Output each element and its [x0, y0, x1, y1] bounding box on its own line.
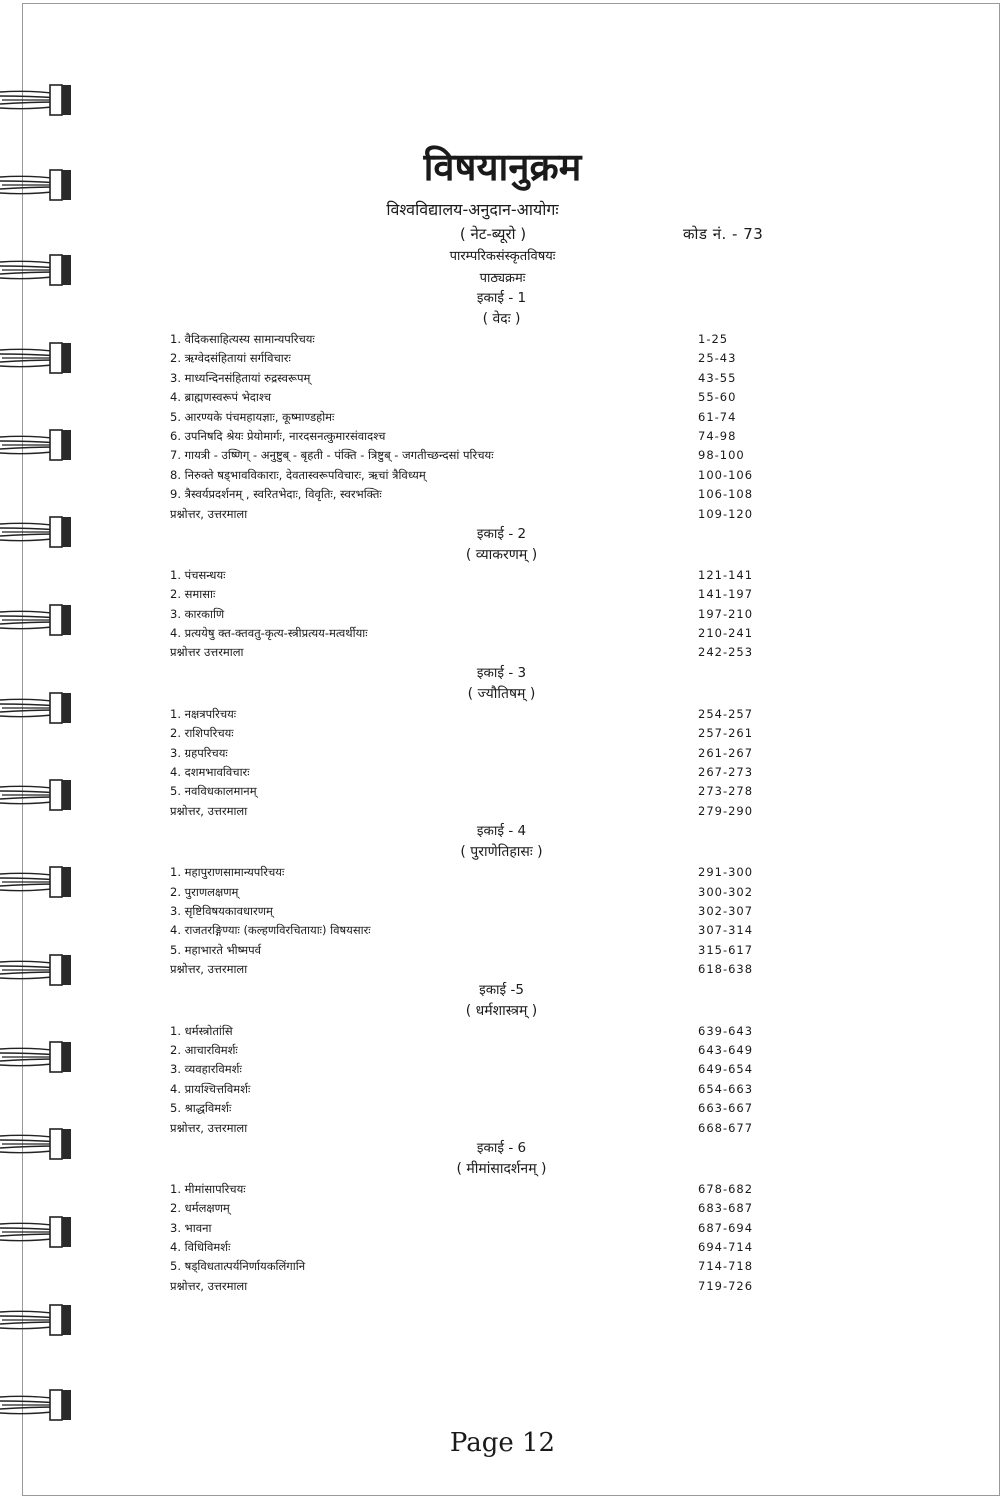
toc-entry-pages: 43-55	[698, 370, 737, 385]
toc-entry	[0, 605, 1005, 624]
toc-entry-pages: 694-714	[698, 1240, 754, 1255]
toc-entry	[0, 941, 1005, 960]
toc-entry-pages: 279-290	[698, 803, 754, 818]
toc-entry-label: प्रश्नोत्तर, उत्तरमाला	[170, 803, 248, 818]
toc-entry-pages: 714-718	[698, 1259, 754, 1274]
toc-entry-pages: 121-141	[698, 567, 754, 582]
toc-entry-label: 2. ऋग्वेदसंहितायां सर्गविचारः	[170, 351, 291, 366]
toc-entry-label: 3. ग्रहपरिचयः	[170, 745, 228, 760]
toc-entry	[0, 802, 1005, 821]
toc-entry-pages: 197-210	[698, 606, 754, 621]
table-of-contents	[0, 288, 1005, 1296]
toc-entry-label: प्रश्नोत्तर, उत्तरमाला	[170, 1120, 248, 1135]
unit-name: ( मीमांसादर्शनम् )	[456, 1160, 547, 1177]
toc-entry-label: 4. राजतरङ्गिण्याः (कल्हणविरचितायाः) विषयसारः	[170, 923, 371, 938]
toc-entry-label: 2. समासाः	[170, 587, 216, 602]
toc-entry	[0, 505, 1005, 524]
toc-entry	[0, 921, 1005, 940]
toc-entry-label: 4. दशमभावविचारः	[170, 765, 250, 780]
toc-entry-label: 2. आचारविमर्शः	[170, 1042, 238, 1057]
binding-ring	[0, 1385, 76, 1425]
toc-entry-pages: 61-74	[698, 409, 737, 424]
toc-entry-label: 2. पुराणलक्षणम्	[170, 884, 239, 899]
toc-entry-pages: 683-687	[698, 1201, 754, 1216]
toc-entry	[0, 466, 1005, 485]
toc-entry-pages: 307-314	[698, 923, 754, 938]
toc-entry	[0, 1119, 1005, 1138]
toc-entry	[0, 1257, 1005, 1276]
syllabus-heading: पाठ्यक्रमः	[479, 271, 526, 286]
toc-entry	[0, 1099, 1005, 1118]
unit-heading: इकाई - 1	[476, 290, 527, 306]
unit-heading: इकाई - 4	[476, 823, 527, 840]
toc-entry	[0, 585, 1005, 604]
toc-entry-pages: 618-638	[698, 962, 754, 977]
toc-entry-label: 6. उपनिषदि श्रेयः प्रेयोमार्गः, नारदसनत्कुमारसंवादश्च	[170, 428, 386, 443]
toc-entry-label: 1. पंचसन्धयः	[170, 567, 226, 582]
toc-entry-label: 4. प्रत्ययेषु क्त-क्तवतु-कृत्य-स्त्रीप्रत्यय-मत्वर्थीयाः	[170, 626, 368, 641]
toc-entry	[0, 624, 1005, 643]
subject-heading: पारम्परिकसंस्कृतविषयः	[449, 249, 556, 264]
toc-entry-pages: 141-197	[698, 587, 754, 602]
code-number: कोड नं. - 73	[683, 225, 764, 243]
toc-entry	[0, 1180, 1005, 1199]
toc-entry	[0, 782, 1005, 801]
toc-entry-label: 5. महाभारते भीष्मपर्व	[170, 942, 262, 957]
toc-entry	[0, 388, 1005, 407]
toc-entry-pages: 25-43	[698, 351, 737, 366]
page-subtitle: विश्वविद्यालय-अनुदान-आयोगः	[386, 200, 559, 219]
toc-entry-label: 3. भावना	[170, 1220, 212, 1235]
toc-entry	[0, 1060, 1005, 1079]
unit-name: ( ज्यौतिषम् )	[467, 685, 536, 702]
toc-entry	[0, 1022, 1005, 1041]
toc-entry-pages: 210-241	[698, 626, 754, 641]
toc-entry-pages: 678-682	[698, 1181, 754, 1196]
toc-entry	[0, 446, 1005, 465]
toc-entry	[0, 902, 1005, 921]
binding-ring	[0, 80, 76, 120]
toc-entry-pages: 242-253	[698, 645, 754, 660]
unit-heading: इकाई -5	[479, 981, 524, 998]
toc-entry-pages: 267-273	[698, 765, 754, 780]
binding-ring	[0, 1300, 76, 1340]
toc-entry-pages: 639-643	[698, 1023, 754, 1038]
toc-entry-pages: 649-654	[698, 1062, 754, 1077]
toc-entry	[0, 960, 1005, 979]
toc-entry-label: 3. सृष्टिविषयकावधारणम्	[170, 903, 273, 918]
toc-entry	[0, 408, 1005, 427]
toc-entry	[0, 1277, 1005, 1296]
toc-entry-label: 2. राशिपरिचयः	[170, 726, 234, 741]
toc-entry-pages: 291-300	[698, 865, 754, 880]
toc-entry-label: 4. प्रायश्चित्तविमर्शः	[170, 1081, 251, 1096]
toc-entry-label: 8. निरुक्ते षड्भावविकाराः, देवतास्वरूपविचारः, ऋचां त्रैविध्यम्	[170, 467, 426, 482]
toc-entry	[0, 1041, 1005, 1060]
toc-entry-label: प्रश्नोत्तर, उत्तरमाला	[170, 1278, 248, 1293]
toc-entry	[0, 1199, 1005, 1218]
toc-entry-pages: 668-677	[698, 1120, 754, 1135]
toc-entry-pages: 654-663	[698, 1081, 754, 1096]
page-number: Page 12	[449, 1428, 556, 1458]
toc-entry-label: 3. कारकाणि	[170, 606, 225, 621]
toc-entry-label: 7. गायत्री - उष्णिग् - अनुष्टुब् - बृहती - पंक्ति - त्रिष्टुब् - जगतीच्छन्दसां परिचयः	[170, 448, 494, 463]
toc-entry-pages: 261-267	[698, 745, 754, 760]
toc-entry-label: 1. मीमांसापरिचयः	[170, 1181, 246, 1196]
toc-entry-label: प्रश्नोत्तर, उत्तरमाला	[170, 506, 248, 521]
toc-entry	[0, 1219, 1005, 1238]
toc-entry	[0, 643, 1005, 662]
toc-entry	[0, 1238, 1005, 1257]
toc-entry-label: 1. नक्षत्रपरिचयः	[170, 706, 237, 721]
toc-entry-label: 3. माध्यन्दिनसंहितायां रुद्रस्वरूपम्	[170, 370, 311, 385]
toc-entry-label: 5. षड्विधतात्पर्यनिर्णायकलिंगानि	[170, 1259, 306, 1274]
toc-entry	[0, 863, 1005, 882]
unit-heading: इकाई - 3	[476, 664, 527, 681]
toc-entry	[0, 724, 1005, 743]
toc-entry-pages: 100-106	[698, 467, 754, 482]
toc-entry	[0, 485, 1005, 504]
toc-entry-label: 1. वैदिकसाहित्यस्य सामान्यपरिचयः	[170, 332, 315, 346]
toc-entry-label: 5. श्राद्धविमर्शः	[170, 1101, 232, 1116]
toc-entry-pages: 300-302	[698, 884, 754, 899]
toc-entry	[0, 566, 1005, 585]
unit-name: ( व्याकरणम् )	[465, 546, 538, 563]
toc-entry-pages: 257-261	[698, 726, 754, 741]
toc-entry-pages: 1-25	[698, 332, 729, 346]
net-bureau-label: ( नेट-ब्यूरो )	[459, 225, 527, 243]
toc-entry	[0, 763, 1005, 782]
toc-entry-pages: 74-98	[698, 428, 737, 443]
unit-name: ( धर्मशास्त्रम् )	[465, 1002, 538, 1019]
toc-entry	[0, 705, 1005, 724]
toc-entry-pages: 55-60	[698, 390, 737, 405]
toc-entry	[0, 427, 1005, 446]
toc-entry-pages: 254-257	[698, 706, 754, 721]
toc-entry	[0, 349, 1005, 368]
toc-entry-pages: 98-100	[698, 448, 745, 463]
toc-entry-pages: 663-667	[698, 1101, 754, 1116]
toc-entry-label: 5. आरण्यके पंचमहायज्ञाः, कूष्माण्डहोमः	[170, 409, 335, 424]
toc-entry	[0, 883, 1005, 902]
toc-entry-label: 9. त्रैस्वर्यप्रदर्शनम् , स्वरितभेदाः, विवृतिः, स्वरभक्तिः	[170, 487, 382, 502]
toc-entry-pages: 719-726	[698, 1278, 754, 1293]
toc-entry	[0, 330, 1005, 349]
toc-entry-label: 3. व्यवहारविमर्शः	[170, 1062, 242, 1077]
toc-entry-pages: 315-617	[698, 942, 754, 957]
unit-name: ( पुराणेतिहासः )	[460, 844, 543, 861]
toc-entry	[0, 1080, 1005, 1099]
toc-entry-pages: 109-120	[698, 506, 754, 521]
page-title: विषयानुक्रम	[423, 144, 582, 189]
toc-entry-label: 5. नवविधकालमानम्	[170, 784, 257, 799]
toc-entry-label: 2. धर्मलक्षणम्	[170, 1201, 230, 1216]
toc-entry-pages: 106-108	[698, 487, 754, 502]
toc-entry	[0, 369, 1005, 388]
toc-entry-label: 4. ब्राह्मणस्वरूपं भेदाश्च	[170, 390, 272, 405]
unit-heading: इकाई - 2	[476, 525, 527, 542]
toc-entry-label: प्रश्नोत्तर उत्तरमाला	[170, 645, 244, 660]
toc-entry-pages: 687-694	[698, 1220, 754, 1235]
toc-entry-label: 4. विधिविमर्शः	[170, 1240, 231, 1255]
toc-entry-pages: 643-649	[698, 1042, 754, 1057]
unit-name: ( वेदः )	[482, 311, 521, 327]
toc-entry-pages: 302-307	[698, 903, 754, 918]
toc-entry-label: प्रश्नोत्तर, उत्तरमाला	[170, 962, 248, 977]
toc-entry	[0, 744, 1005, 763]
unit-heading: इकाई - 6	[476, 1139, 527, 1156]
toc-entry-pages: 273-278	[698, 784, 754, 799]
toc-entry-label: 1. धर्मस्त्रोतांसि	[170, 1023, 233, 1038]
toc-entry-label: 1. महापुराणसामान्यपरिचयः	[170, 865, 285, 880]
